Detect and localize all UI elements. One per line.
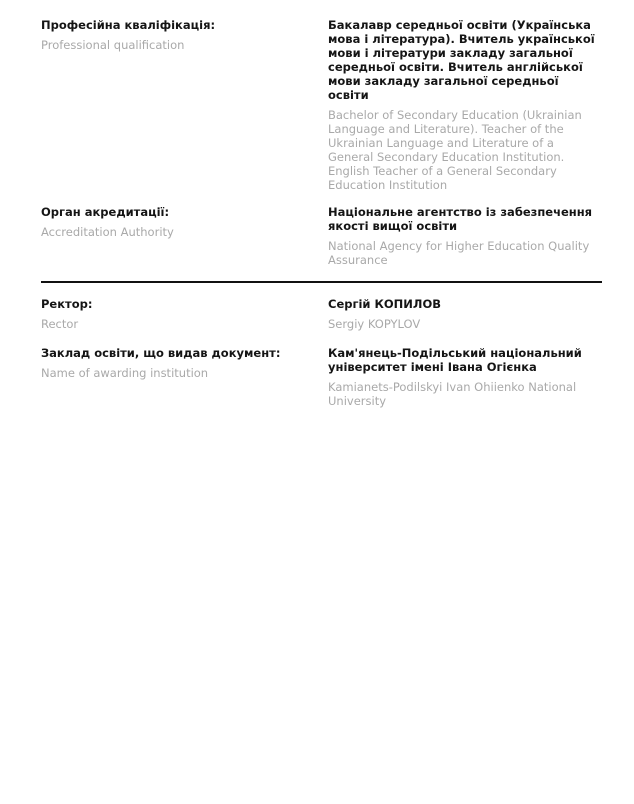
qualification-label-uk: Професійна кваліфікація: [41,18,216,32]
qualification-row [41,18,602,192]
institution-row [41,346,602,408]
rector-value-column [328,297,602,331]
accreditation-label-en: Accreditation Authority [41,225,174,239]
institution-label-column [41,346,328,380]
qualification-value-uk: Бакалавр середньої освіти (Українська мова і література). Вчитель української мови і літератури закладу загальної середньої освіти. Вчитель англійської мови закладу загальної середньої освіти [328,18,595,102]
accreditation-row [41,205,602,267]
qualification-label-en: Professional qualification [41,38,185,52]
accreditation-value-column [328,205,602,267]
rector-row [41,297,602,331]
rector-label-uk: Ректор: [41,297,93,311]
rector-value-en: Sergiy KOPYLOV [328,317,421,331]
institution-label-en: Name of awarding institution [41,366,209,380]
qualification-value-en: Bachelor of Secondary Education (Ukrainian Language and Literature). Teacher of the Ukrainian Language and Literature of a General Secondary Education Institution. English Teacher of a General Secondary Education Institution [328,108,582,192]
accreditation-value-en: National Agency for Higher Education Quality Assurance [328,239,590,267]
institution-value-column [328,346,602,408]
accreditation-label-uk: Орган акредитації: [41,205,170,219]
institution-value-en: Kamianets-Podilskyi Ivan Ohiienko National University [328,380,577,408]
rector-label-en: Rector [41,317,79,331]
institution-label-uk: Заклад освіти, що видав документ: [41,346,281,360]
rector-label-column [41,297,328,331]
accreditation-label-column [41,205,328,239]
rector-value-uk: Сергій КОПИЛОВ [328,297,442,311]
institution-value-uk: Кам'янець-Подільський національний університет імені Івана Огієнка [328,346,582,374]
qualification-label-column [41,18,328,52]
qualification-value-column [328,18,602,192]
accreditation-value-uk: Національне агентство із забезпечення якості вищої освіти [328,205,593,233]
section-divider [41,281,602,283]
